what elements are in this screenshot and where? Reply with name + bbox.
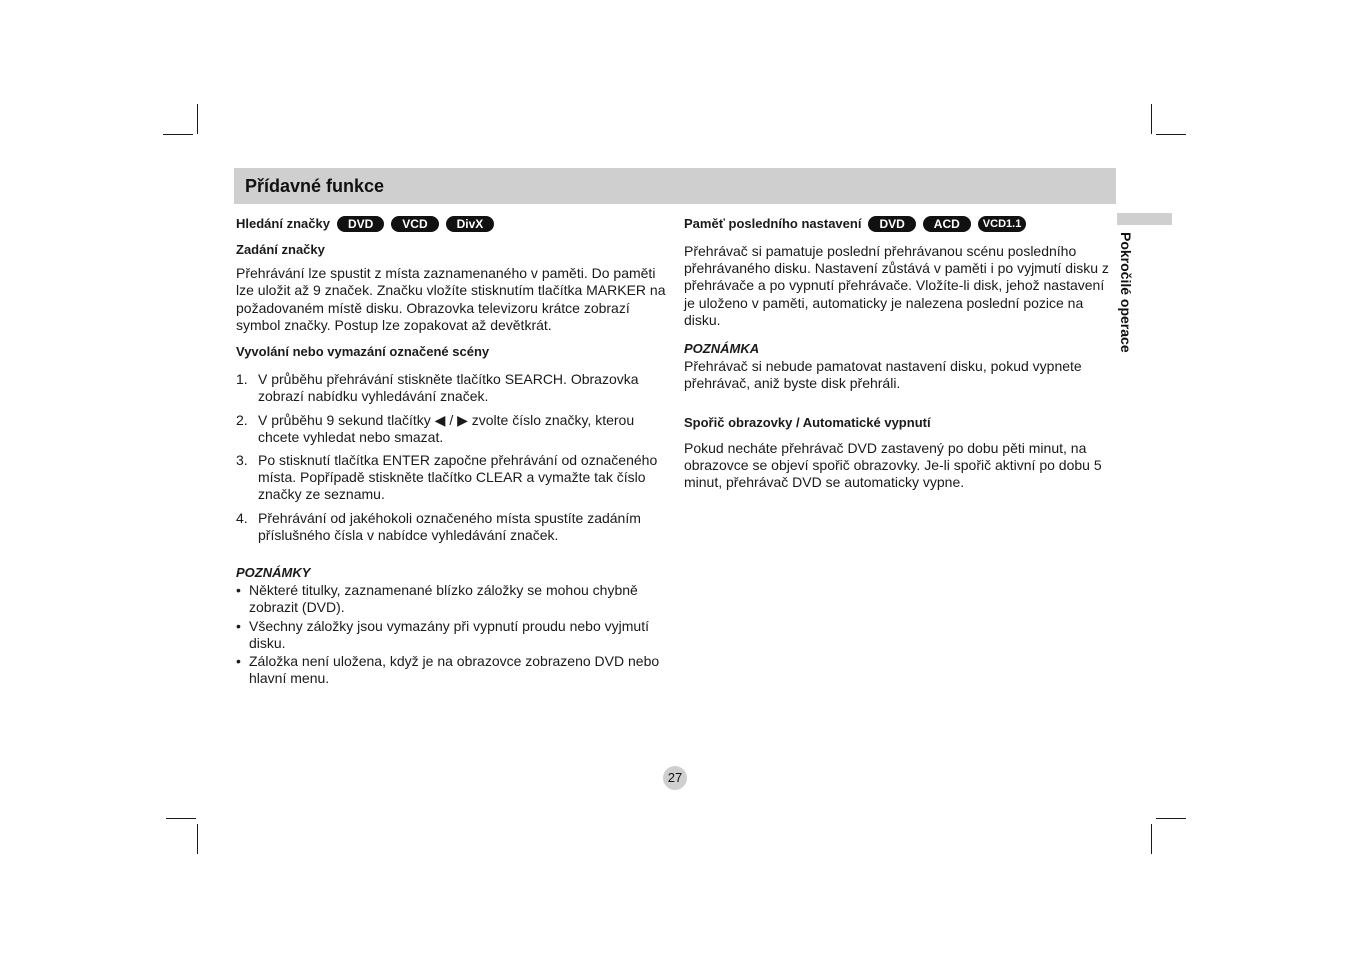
note-text: Přehrávač si nebude pamatovat nastavení disku, pokud vypnete přehrávač, aniž byste disk přehráli.	[684, 358, 1082, 392]
steps-list	[236, 371, 666, 544]
crop-mark	[1151, 824, 1152, 854]
disc-badge-dvd: DVD	[868, 216, 915, 232]
last-setting-heading	[684, 214, 1116, 234]
screensaver-heading: Spořič obrazovky / Automatické vypnutí	[684, 414, 931, 430]
disc-badge-vcd11: VCD1.1	[978, 216, 1027, 232]
disc-badge-divx: DivX	[446, 216, 495, 232]
list-item: 1. V průběhu přehrávání stiskněte tlačítko SEARCH. Obrazovka zobrazí nabídku vyhledávání značek.	[236, 371, 639, 405]
crop-mark	[1151, 104, 1152, 134]
page-number: 27	[663, 766, 687, 790]
notes-heading: POZNÁMKY	[236, 565, 311, 581]
notes-list	[236, 582, 666, 687]
left-column	[236, 214, 666, 688]
crop-mark	[197, 104, 198, 134]
side-tab-bar	[1117, 213, 1172, 225]
subheading-recall-marker: Vyvolání nebo vymazání označené scény	[236, 344, 490, 360]
page-title: Přídavné funkce	[245, 176, 385, 196]
side-tab-label: Pokročilé operace	[1118, 232, 1134, 353]
marker-search-heading	[236, 214, 666, 234]
crop-mark	[1156, 818, 1186, 819]
crop-mark	[1156, 134, 1186, 135]
disc-badge-acd: ACD	[923, 216, 971, 232]
crop-mark	[197, 824, 198, 854]
paragraph: Pokud necháte přehrávač DVD zastavený po dobu pěti minut, na obrazovce se objeví spořič obrazovky. Je-li spořič aktivní po dobu 5 minut, přehrávač DVD se automaticky vypne.	[684, 439, 1102, 491]
list-item: • Záložka není uložena, když je na obrazovce zobrazeno DVD nebo hlavní menu.	[236, 653, 660, 687]
heading-text: Paměť posledního nastavení	[684, 216, 862, 232]
crop-mark	[163, 134, 193, 135]
list-item: 4. Přehrávání od jakéhokoli označeného místa spustíte zadáním příslušného čísla v nabídce vyhledávání značek.	[236, 509, 641, 543]
note-heading: POZNÁMKA	[684, 341, 760, 357]
paragraph: Přehrávání lze spustit z místa zaznamenaného v paměti. Do paměti lze uložit až 9 značek. Značku vložíte stisknutím tlačítka MARKER na požadovaném místě disku. Obrazovka televizoru krátce zobrazí symbol značky. Postup lze zopakovat až devětkrát.	[236, 265, 666, 333]
section-header	[234, 168, 1116, 204]
list-item: 2. V průběhu 9 sekund tlačítky ◀ / ▶ zvolte číslo značky, kterou chcete vyhledat nebo smazat.	[236, 411, 635, 445]
disc-badge-vcd: VCD	[391, 216, 438, 232]
disc-badge-dvd: DVD	[337, 216, 384, 232]
crop-mark	[166, 818, 196, 819]
paragraph: Přehrávač si pamatuje poslední přehrávanou scénu posledního přehrávaného disku. Nastavení zůstává v paměti i po vyjmutí disku z přehrávače a po vypnutí přehrávače. Vložíte-li disk, jehož nastavení je uloženo v paměti, automaticky je nalezena poslední pozice na disku.	[684, 243, 1109, 328]
list-item: • Některé titulky, zaznamenané blízko záložky se mohou chybně zobrazit (DVD).	[236, 582, 638, 616]
list-item: • Všechny záložky jsou vymazány při vypnutí proudu nebo vyjmutí disku.	[236, 617, 649, 651]
list-item: 3. Po stisknutí tlačítka ENTER započne přehrávání od označeného místa. Popřípadě stiskněte tlačítko CLEAR a vymažte tak číslo značky ze seznamu.	[236, 452, 658, 503]
heading-text: Hledání značky	[236, 216, 330, 232]
subheading-enter-marker: Zadání značky	[236, 242, 325, 257]
right-column	[684, 214, 1116, 491]
